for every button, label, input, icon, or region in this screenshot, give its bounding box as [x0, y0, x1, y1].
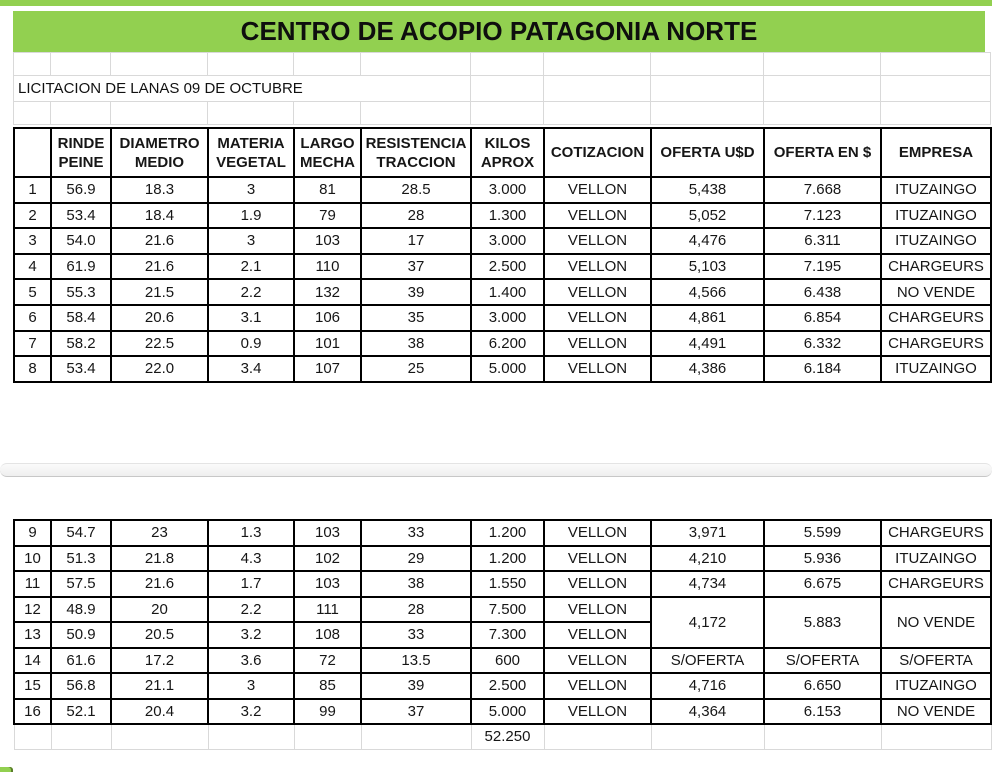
bottom-left-green-fragment	[0, 767, 13, 772]
data-cell[interactable]: 1.550	[471, 571, 544, 597]
data-cell[interactable]: 22.5	[111, 331, 208, 357]
empty-cell[interactable]	[651, 102, 764, 125]
data-cell[interactable]: 39	[361, 673, 471, 699]
data-cell[interactable]: VELLON	[544, 331, 651, 357]
data-cell[interactable]: 56.8	[51, 673, 111, 699]
data-cell[interactable]: VELLON	[544, 356, 651, 382]
data-cell[interactable]: 2.2	[208, 279, 294, 305]
data-cell[interactable]: 21.5	[111, 279, 208, 305]
data-cell[interactable]: ITUZAINGO	[881, 673, 991, 699]
data-cell[interactable]: 61.6	[51, 648, 111, 674]
data-cell[interactable]: 1.200	[471, 520, 544, 546]
data-cell[interactable]: 3.6	[208, 648, 294, 674]
data-cell[interactable]: VELLON	[544, 597, 651, 623]
data-cell[interactable]: 1.200	[471, 546, 544, 572]
row-number-cell[interactable]: 13	[14, 622, 51, 648]
data-cell[interactable]: 6.438	[764, 279, 881, 305]
data-cell[interactable]: 48.9	[51, 597, 111, 623]
table-row	[14, 331, 991, 357]
data-cell[interactable]: 6.184	[764, 356, 881, 382]
data-cell[interactable]: 21.8	[111, 546, 208, 572]
data-cell[interactable]: 39	[361, 279, 471, 305]
row-number-cell[interactable]: 15	[14, 673, 51, 699]
data-cell[interactable]: 3	[208, 177, 294, 203]
empty-cell[interactable]	[294, 724, 361, 749]
data-cell[interactable]: 4,210	[651, 546, 764, 572]
data-cell[interactable]: CHARGEURS	[881, 254, 991, 280]
header-resistencia-traccion[interactable]: RESISTENCIA TRACCION	[361, 128, 471, 177]
data-cell[interactable]: 61.9	[51, 254, 111, 280]
empty-grid-row	[14, 102, 991, 125]
data-cell[interactable]: 23	[111, 520, 208, 546]
header-empresa[interactable]: EMPRESA	[881, 128, 991, 177]
data-cell[interactable]: 0.9	[208, 331, 294, 357]
data-cell[interactable]: 29	[361, 546, 471, 572]
row-number-cell[interactable]: 2	[14, 203, 51, 229]
data-cell[interactable]: CHARGEURS	[881, 305, 991, 331]
data-cell[interactable]: 5.000	[471, 699, 544, 725]
page-title: CENTRO DE ACOPIO PATAGONIA NORTE	[240, 16, 758, 46]
empty-cell[interactable]	[544, 76, 651, 102]
row-number-cell[interactable]: 7	[14, 331, 51, 357]
header-diametro-medio[interactable]: DIAMETRO MEDIO	[111, 128, 208, 177]
data-cell[interactable]: VELLON	[544, 622, 651, 648]
lots-table-upper	[13, 127, 992, 383]
empty-cell[interactable]	[544, 53, 651, 76]
empty-cell[interactable]	[208, 102, 294, 125]
data-cell[interactable]: 5.599	[764, 520, 881, 546]
empty-cell[interactable]	[294, 102, 361, 125]
data-cell[interactable]: 110	[294, 254, 361, 280]
data-cell[interactable]: 5.936	[764, 546, 881, 572]
data-cell[interactable]: 7.500	[471, 597, 544, 623]
data-cell[interactable]: VELLON	[544, 228, 651, 254]
data-cell[interactable]: 52.1	[51, 699, 111, 725]
data-cell[interactable]: 3.000	[471, 177, 544, 203]
header-row	[14, 128, 991, 177]
empty-cell[interactable]	[111, 53, 208, 76]
data-cell[interactable]: 33	[361, 520, 471, 546]
data-cell[interactable]: 25	[361, 356, 471, 382]
data-cell[interactable]: 1.300	[471, 203, 544, 229]
data-cell[interactable]: S/OFERTA	[651, 648, 764, 674]
data-cell[interactable]: 3	[208, 228, 294, 254]
data-cell[interactable]: 6.854	[764, 305, 881, 331]
data-cell[interactable]: 57.5	[51, 571, 111, 597]
data-cell[interactable]: 21.6	[111, 571, 208, 597]
header-kilos-aprox[interactable]: KILOS APROX	[471, 128, 544, 177]
empty-cell[interactable]	[764, 53, 881, 76]
table-row	[14, 254, 991, 280]
data-cell[interactable]: VELLON	[544, 648, 651, 674]
empty-cell[interactable]	[51, 724, 111, 749]
row-number-cell[interactable]: 12	[14, 597, 51, 623]
data-cell[interactable]: 37	[361, 699, 471, 725]
data-cell[interactable]: 6.311	[764, 228, 881, 254]
data-cell[interactable]: VELLON	[544, 520, 651, 546]
data-cell[interactable]: ITUZAINGO	[881, 356, 991, 382]
data-cell[interactable]: ITUZAINGO	[881, 546, 991, 572]
data-cell[interactable]: VELLON	[544, 254, 651, 280]
data-cell[interactable]: 4.3	[208, 546, 294, 572]
data-cell[interactable]: NO VENDE	[881, 279, 991, 305]
data-cell[interactable]: 600	[471, 648, 544, 674]
data-cell[interactable]: 103	[294, 571, 361, 597]
data-cell[interactable]: 38	[361, 571, 471, 597]
empty-cell[interactable]	[111, 102, 208, 125]
row-number-cell[interactable]: 16	[14, 699, 51, 725]
data-cell[interactable]: 3.2	[208, 622, 294, 648]
empty-cell[interactable]	[471, 76, 544, 102]
top-green-strip	[0, 0, 992, 6]
data-cell[interactable]: 50.9	[51, 622, 111, 648]
data-cell[interactable]: 4,172	[651, 597, 764, 648]
table-row	[14, 228, 991, 254]
data-cell[interactable]: 55.3	[51, 279, 111, 305]
empty-cell[interactable]	[294, 53, 361, 76]
empty-cell[interactable]	[51, 102, 111, 125]
data-cell[interactable]: 37	[361, 254, 471, 280]
data-cell[interactable]: 1.7	[208, 571, 294, 597]
empty-cell[interactable]	[361, 102, 471, 125]
data-cell[interactable]: 21.6	[111, 254, 208, 280]
empty-cell[interactable]	[651, 53, 764, 76]
data-cell[interactable]: 5,438	[651, 177, 764, 203]
data-cell[interactable]: 2.500	[471, 254, 544, 280]
data-cell[interactable]: 4,364	[651, 699, 764, 725]
table-row	[14, 520, 991, 546]
data-cell[interactable]: 7.300	[471, 622, 544, 648]
data-cell[interactable]: 7.123	[764, 203, 881, 229]
empty-cell[interactable]	[764, 76, 881, 102]
data-cell[interactable]: 58.4	[51, 305, 111, 331]
empty-cell[interactable]	[14, 102, 51, 125]
data-cell[interactable]: 2.500	[471, 673, 544, 699]
lots-table-lower	[13, 519, 992, 750]
empty-cell[interactable]	[881, 76, 991, 102]
subtitle-row	[14, 76, 991, 102]
data-cell[interactable]: 79	[294, 203, 361, 229]
data-cell[interactable]: 3.000	[471, 305, 544, 331]
data-cell[interactable]: 7.195	[764, 254, 881, 280]
data-cell[interactable]: 20.4	[111, 699, 208, 725]
table-row	[14, 571, 991, 597]
data-cell[interactable]: 4,491	[651, 331, 764, 357]
row-number-cell[interactable]: 3	[14, 228, 51, 254]
row-number-cell[interactable]: 6	[14, 305, 51, 331]
row-number-cell[interactable]: 5	[14, 279, 51, 305]
title-banner	[13, 11, 985, 52]
empty-cell[interactable]	[764, 724, 881, 749]
subtitle-cell[interactable]: LICITACION DE LANAS 09 DE OCTUBRE	[14, 76, 471, 102]
data-cell[interactable]: 53.4	[51, 356, 111, 382]
data-cell[interactable]: 108	[294, 622, 361, 648]
data-cell[interactable]: 1.400	[471, 279, 544, 305]
data-cell[interactable]: 2.1	[208, 254, 294, 280]
header-materia-vegetal[interactable]: MATERIA VEGETAL	[208, 128, 294, 177]
row-number-cell[interactable]: 9	[14, 520, 51, 546]
data-cell[interactable]: VELLON	[544, 203, 651, 229]
header-rinde-peine[interactable]: RINDE PEINE	[51, 128, 111, 177]
data-cell[interactable]: 58.2	[51, 331, 111, 357]
data-cell[interactable]: 5,052	[651, 203, 764, 229]
data-cell[interactable]: 3	[208, 673, 294, 699]
empty-cell[interactable]	[111, 724, 208, 749]
data-cell[interactable]: 53.4	[51, 203, 111, 229]
header-cotizacion[interactable]: COTIZACION	[544, 128, 651, 177]
data-cell[interactable]: 99	[294, 699, 361, 725]
data-cell[interactable]: 103	[294, 228, 361, 254]
empty-cell[interactable]	[764, 102, 881, 125]
data-cell[interactable]: 72	[294, 648, 361, 674]
data-cell[interactable]: 132	[294, 279, 361, 305]
data-cell[interactable]: 106	[294, 305, 361, 331]
empty-cell[interactable]	[361, 724, 471, 749]
data-cell[interactable]: 54.0	[51, 228, 111, 254]
data-cell[interactable]: 17	[361, 228, 471, 254]
data-cell[interactable]: 3.1	[208, 305, 294, 331]
filler-grid	[13, 52, 991, 125]
data-cell[interactable]: 6.153	[764, 699, 881, 725]
horizontal-scrollbar[interactable]	[0, 463, 992, 477]
data-cell[interactable]: 35	[361, 305, 471, 331]
data-cell[interactable]: 20	[111, 597, 208, 623]
empty-cell[interactable]	[544, 724, 651, 749]
data-cell[interactable]: VELLON	[544, 546, 651, 572]
data-cell[interactable]: 6.332	[764, 331, 881, 357]
data-cell[interactable]: VELLON	[544, 177, 651, 203]
data-cell[interactable]: 21.1	[111, 673, 208, 699]
row-number-cell[interactable]: 4	[14, 254, 51, 280]
data-cell[interactable]: CHARGEURS	[881, 520, 991, 546]
row-number-cell[interactable]: 8	[14, 356, 51, 382]
total-row	[14, 724, 991, 749]
row-number-cell[interactable]: 11	[14, 571, 51, 597]
row-number-cell[interactable]: 10	[14, 546, 51, 572]
data-cell[interactable]: 4,861	[651, 305, 764, 331]
empty-cell[interactable]	[881, 102, 991, 125]
table-row	[14, 356, 991, 382]
empty-cell[interactable]	[208, 53, 294, 76]
empty-cell[interactable]	[14, 724, 51, 749]
data-cell[interactable]: 28	[361, 203, 471, 229]
data-cell[interactable]: 17.2	[111, 648, 208, 674]
data-cell[interactable]: VELLON	[544, 571, 651, 597]
data-cell[interactable]: 4,566	[651, 279, 764, 305]
data-cell[interactable]: 103	[294, 520, 361, 546]
data-cell[interactable]: 3,971	[651, 520, 764, 546]
row-number-cell[interactable]: 14	[14, 648, 51, 674]
data-cell[interactable]: 6.675	[764, 571, 881, 597]
data-cell[interactable]: 85	[294, 673, 361, 699]
data-cell[interactable]: NO VENDE	[881, 597, 991, 648]
data-cell[interactable]: 6.650	[764, 673, 881, 699]
empty-cell[interactable]	[51, 53, 111, 76]
data-cell[interactable]: 54.7	[51, 520, 111, 546]
header-num[interactable]	[14, 128, 51, 177]
data-cell[interactable]: 22.0	[111, 356, 208, 382]
data-cell[interactable]: 4,716	[651, 673, 764, 699]
data-cell[interactable]: 3.2	[208, 699, 294, 725]
data-cell[interactable]: 56.9	[51, 177, 111, 203]
data-cell[interactable]: 13.5	[361, 648, 471, 674]
row-number-cell[interactable]: 1	[14, 177, 51, 203]
empty-cell[interactable]	[881, 724, 991, 749]
data-cell[interactable]: 81	[294, 177, 361, 203]
data-cell[interactable]: 5.000	[471, 356, 544, 382]
data-cell[interactable]: CHARGEURS	[881, 331, 991, 357]
data-cell[interactable]: 1.9	[208, 203, 294, 229]
data-cell[interactable]: 6.200	[471, 331, 544, 357]
data-cell[interactable]: ITUZAINGO	[881, 228, 991, 254]
data-cell[interactable]: 107	[294, 356, 361, 382]
empty-cell[interactable]	[651, 76, 764, 102]
data-cell[interactable]: 4,386	[651, 356, 764, 382]
empty-cell[interactable]	[208, 724, 294, 749]
table-row	[14, 177, 991, 203]
data-cell[interactable]: 21.6	[111, 228, 208, 254]
empty-cell[interactable]	[544, 102, 651, 125]
data-cell[interactable]: 7.668	[764, 177, 881, 203]
data-cell[interactable]: 101	[294, 331, 361, 357]
data-cell[interactable]: CHARGEURS	[881, 571, 991, 597]
data-cell[interactable]: 18.4	[111, 203, 208, 229]
header-largo-mecha[interactable]: LARGO MECHA	[294, 128, 361, 177]
data-cell[interactable]: 33	[361, 622, 471, 648]
table-row	[14, 546, 991, 572]
data-cell[interactable]: 3.000	[471, 228, 544, 254]
table-row	[14, 305, 991, 331]
header-oferta-pesos[interactable]: OFERTA EN $	[764, 128, 881, 177]
kilos-total-cell[interactable]: 52.250	[471, 724, 544, 749]
data-cell[interactable]: 5.883	[764, 597, 881, 648]
empty-cell[interactable]	[14, 53, 51, 76]
table-row	[14, 203, 991, 229]
data-cell[interactable]: S/OFERTA	[881, 648, 991, 674]
data-cell[interactable]: 18.3	[111, 177, 208, 203]
empty-grid-row	[14, 53, 991, 76]
data-cell[interactable]: 4,476	[651, 228, 764, 254]
data-cell[interactable]: 1.3	[208, 520, 294, 546]
table-row	[14, 597, 991, 623]
empty-cell[interactable]	[361, 53, 471, 76]
data-cell[interactable]: 4,734	[651, 571, 764, 597]
data-cell[interactable]: 20.5	[111, 622, 208, 648]
data-cell[interactable]: 28	[361, 597, 471, 623]
data-cell[interactable]: 2.2	[208, 597, 294, 623]
data-cell[interactable]: NO VENDE	[881, 699, 991, 725]
data-cell[interactable]: 102	[294, 546, 361, 572]
data-cell[interactable]: VELLON	[544, 279, 651, 305]
header-oferta-usd[interactable]: OFERTA U$D	[651, 128, 764, 177]
data-cell[interactable]: VELLON	[544, 673, 651, 699]
table-row	[14, 673, 991, 699]
table-row	[14, 279, 991, 305]
data-cell[interactable]: VELLON	[544, 305, 651, 331]
empty-cell[interactable]	[651, 724, 764, 749]
table-row	[14, 699, 991, 725]
data-cell[interactable]: 111	[294, 597, 361, 623]
data-cell[interactable]: ITUZAINGO	[881, 203, 991, 229]
empty-cell[interactable]	[471, 53, 544, 76]
data-cell[interactable]: ITUZAINGO	[881, 177, 991, 203]
data-cell[interactable]: 38	[361, 331, 471, 357]
data-cell[interactable]: 51.3	[51, 546, 111, 572]
table-row	[14, 648, 991, 674]
empty-cell[interactable]	[881, 53, 991, 76]
data-cell[interactable]: 5,103	[651, 254, 764, 280]
data-cell[interactable]: 20.6	[111, 305, 208, 331]
data-cell[interactable]: S/OFERTA	[764, 648, 881, 674]
data-cell[interactable]: 3.4	[208, 356, 294, 382]
empty-cell[interactable]	[471, 102, 544, 125]
data-cell[interactable]: VELLON	[544, 699, 651, 725]
data-cell[interactable]: 28.5	[361, 177, 471, 203]
